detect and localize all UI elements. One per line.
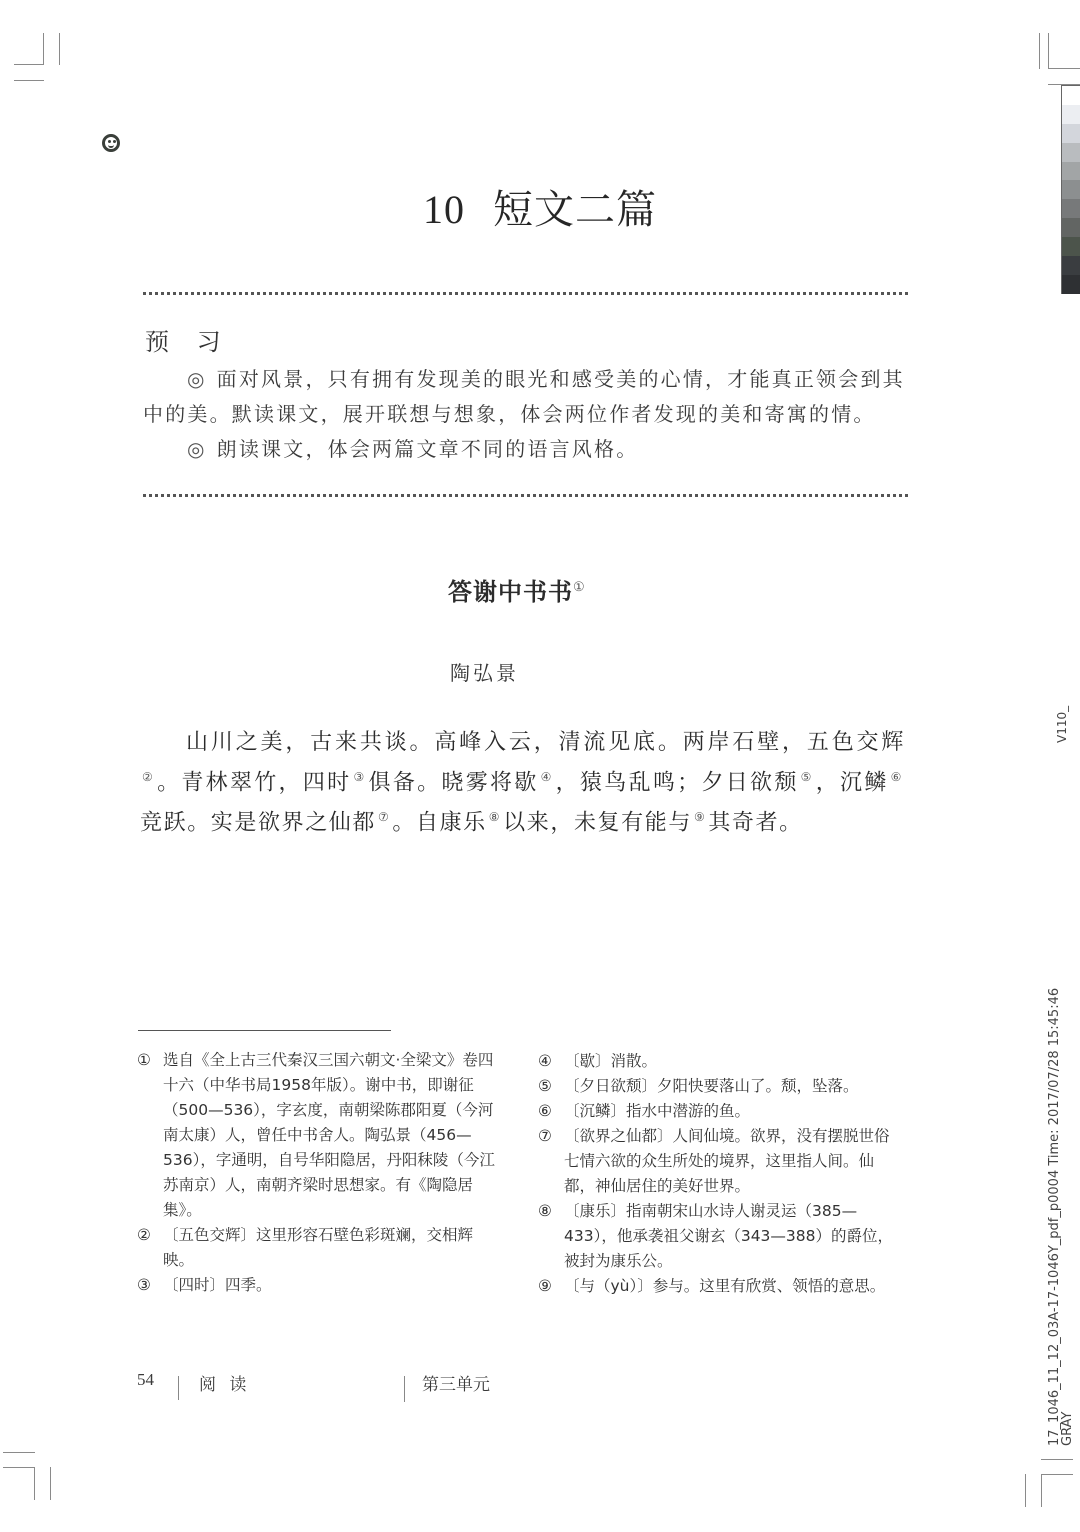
bullet-icon: ◎ — [187, 367, 207, 391]
crop-mark — [1048, 68, 1080, 69]
crop-mark — [34, 1467, 35, 1500]
essay-body — [140, 726, 905, 841]
footnote-item — [137, 1273, 502, 1298]
footnote-ref: ⑦ — [378, 810, 391, 825]
gray-scale-cell — [1062, 86, 1080, 105]
footnote-number: ③ — [137, 1276, 151, 1294]
footnote-number: ⑧ — [538, 1202, 552, 1220]
essay-text: 竞跃。实是欲界之仙都 — [140, 810, 377, 836]
divider-dotted — [143, 494, 908, 497]
gray-scale-cell — [1062, 275, 1080, 294]
preview-heading: 预 习 — [145, 328, 231, 356]
footnote-text: 〔与（yù）〕参与。这里有欣赏、领悟的意思。 — [564, 1277, 886, 1295]
footnote-number: ⑨ — [538, 1277, 552, 1295]
footnotes-right — [538, 1049, 903, 1299]
footer-separator — [178, 1376, 179, 1400]
footnote-ref: ④ — [540, 770, 554, 784]
preview-item: ◎ 朗读课文，体会两篇文章不同的语言风格。 — [187, 437, 639, 461]
essay-text: 其奇者。 — [708, 810, 803, 836]
gray-scale-cell — [1062, 237, 1080, 256]
essay-author: 陶弘景 — [450, 661, 519, 685]
bullet-icon: ◎ — [187, 437, 207, 461]
divider-dotted — [143, 292, 908, 295]
footnote-item — [137, 1223, 502, 1273]
footnote-number: ⑥ — [538, 1102, 552, 1120]
footer-unit: 第三单元 — [422, 1375, 490, 1395]
crop-mark — [1041, 1474, 1073, 1475]
essay-text: 俱备。晓雾将歇 — [368, 770, 539, 796]
page-number: 54 — [137, 1370, 154, 1389]
footnote-text: 〔歇〕消散。 — [564, 1052, 658, 1070]
footnote-ref: ⑧ — [488, 810, 502, 825]
crop-mark — [3, 1452, 35, 1453]
footnote-item — [538, 1099, 903, 1124]
footnote-item — [538, 1199, 903, 1274]
smiley-face-icon — [102, 134, 120, 152]
footnote-text: 〔沉鳞〕指水中潜游的鱼。 — [564, 1102, 751, 1120]
crop-mark — [50, 1467, 51, 1500]
chapter-name: 短文二篇 — [493, 187, 657, 232]
print-info: 17_1046_11_12_03A-17-1046Y_pdf_p0004 Time: 2017/07/28 15:45:46 GRAY — [1047, 987, 1075, 1446]
footnote-item — [538, 1124, 903, 1199]
preview-item: ◎ 面对风景，只有拥有发现美的眼光和感受美的心情，才能真正领会到其中的美。默读课文，展开联想与想象，体会两位作者发现的美和寄寓的情。 — [143, 367, 905, 426]
footnote-item — [538, 1274, 903, 1299]
footnote-text: 选自《全上古三代秦汉三国六朝文·全梁文》卷四十六（中华书局1958年版）。谢中书，即谢征（500—536），字玄度，南朝梁陈郡阳夏（今河南太康）人，曾任中书舍人。陶弘景（456—536），字通明，自号华阳隐居，丹阳秣陵（今江苏南京）人，南朝齐梁时思想家。有《陶隐居集》。 — [163, 1051, 495, 1219]
crop-mark — [14, 64, 44, 65]
crop-mark — [1025, 1474, 1026, 1507]
footnote-ref: ① — [573, 580, 586, 595]
essay-text: 。青林翠竹，四时 — [157, 770, 352, 796]
footnote-item — [538, 1049, 903, 1074]
footnote-ref: ⑨ — [693, 810, 707, 825]
footnote-number: ⑦ — [538, 1127, 552, 1145]
footnote-ref: ③ — [353, 770, 367, 784]
gray-scale-cell — [1062, 105, 1080, 124]
footnote-number: ① — [137, 1051, 151, 1069]
footnote-text: 〔四时〕四季。 — [163, 1276, 272, 1294]
essay-title: 答谢中书书① — [448, 577, 586, 606]
footnote-number: ⑤ — [538, 1077, 552, 1095]
footnote-text: 〔五色交辉〕这里形容石壁色彩斑斓，交相辉映。 — [163, 1226, 474, 1269]
crop-mark — [1048, 33, 1049, 69]
footnote-number: ④ — [538, 1052, 552, 1070]
footnote-ref: ⑤ — [800, 770, 814, 784]
essay-text: ，沉鳞 — [815, 770, 889, 796]
crop-mark — [14, 80, 44, 81]
footnote-text: 〔康乐〕指南朝宋山水诗人谢灵运（385—433），他承袭祖父谢玄（343—388）的爵位，被封为康乐公。 — [564, 1202, 894, 1270]
footnote-ref: ② — [142, 770, 156, 784]
footnote-ref: ⑥ — [890, 770, 903, 784]
footnote-item — [538, 1074, 903, 1099]
essay-text: 以来，未复有能与 — [503, 810, 692, 836]
footnote-text: 〔欲界之仙都〕人间仙境。欲界，没有摆脱世俗七情六欲的众生所处的境界，这里指人间。仙都，神仙居住的美好世界。 — [564, 1127, 890, 1195]
essay-text: 山川之美，古来共谈。高峰入云，清流见底。两岸石壁，五色交辉 — [186, 730, 905, 755]
footnotes-left — [137, 1048, 502, 1298]
chapter-number: 10 — [423, 187, 465, 232]
essay-text: ，猿鸟乱鸣；夕日欲颓 — [555, 770, 799, 796]
crop-mark — [43, 33, 44, 65]
footnote-divider — [138, 1030, 391, 1031]
footnote-item — [137, 1048, 502, 1223]
essay-text: 。自康乐 — [392, 810, 487, 836]
crop-mark — [1041, 1459, 1073, 1460]
version-label: V110_ — [1055, 705, 1069, 743]
crop-mark — [1039, 33, 1040, 69]
gray-scale-cell — [1062, 124, 1080, 143]
footer-section: 阅 读 — [199, 1375, 251, 1395]
crop-mark — [1041, 1474, 1042, 1507]
gray-scale-cell — [1062, 256, 1080, 275]
chapter-title — [0, 178, 1080, 235]
gray-scale-cell — [1062, 143, 1080, 162]
footer-separator — [404, 1376, 405, 1402]
crop-mark — [59, 33, 60, 65]
footnote-number: ② — [137, 1226, 151, 1244]
footnote-text: 〔夕日欲颓〕夕阳快要落山了。颓，坠落。 — [564, 1077, 859, 1095]
crop-mark — [3, 1467, 35, 1468]
